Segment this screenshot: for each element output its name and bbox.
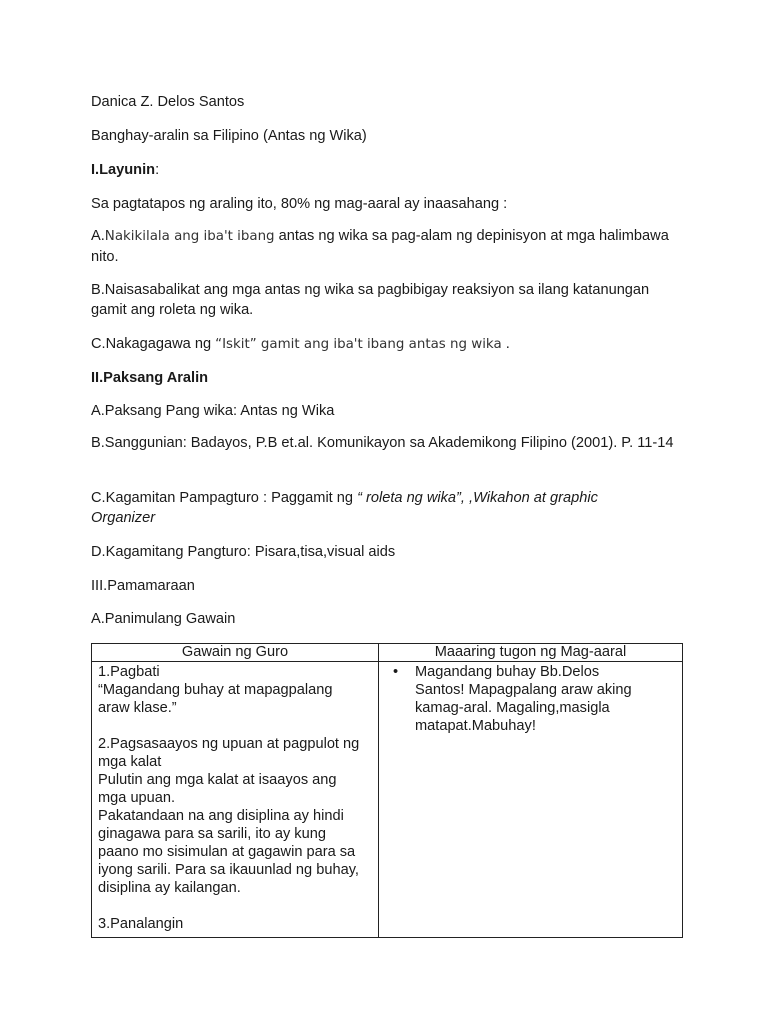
- item2-line-2: mga kalat: [98, 754, 162, 770]
- item2-line-1: 2.Pagsasaayos ng upuan at pagpulot ng: [98, 736, 360, 752]
- author-name: Danica Z. Delos Santos: [91, 94, 245, 110]
- layunin-a-prefix: A.: [91, 228, 105, 244]
- activity-table: [91, 643, 683, 938]
- layunin-b: B.Naisasabalikat ang mga antas ng wika sa pagbibigay reaksiyon sa ilang katanungan gamit ang roleta ng wika.: [91, 282, 650, 318]
- table-row: [92, 662, 683, 938]
- greeting-line-1: “Magandang buhay at mapagpalang: [98, 682, 333, 698]
- paksa-d: D.Kagamitang Pangturo: Pisara,tisa,visual aids: [91, 544, 396, 560]
- panalangin-label: 3.Panalangin: [98, 916, 184, 932]
- col-header-mag-aaral: Maaaring tugon ng Mag-aaral: [379, 644, 683, 662]
- table-header-row: [92, 644, 683, 662]
- layunin-c-alt: “Iskit” gamit ang iba't ibang antas ng wika: [215, 337, 502, 352]
- cell-tugon-mag-aaral: [379, 662, 683, 938]
- layunin-intro: Sa pagtatapos ng araling ito, 80% ng mag-aaral ay inaasahang :: [91, 196, 508, 212]
- paksa-c-italic: “ roleta ng wika”, ,Wikahon at graphic Organizer: [91, 490, 598, 526]
- paragraph-gap: [98, 897, 372, 915]
- item2-line-6: ginagawa para sa sarili, ito ay kung: [98, 826, 326, 842]
- bullet-icon: •: [393, 664, 399, 680]
- item2-line-5: Pakatandaan na ang disiplina ay hindi: [98, 808, 344, 824]
- pamamaraan-heading: III.Pamamaraan: [91, 578, 195, 594]
- paksa-c: [91, 488, 631, 528]
- list-item: [393, 663, 676, 735]
- greeting-line-2: araw klase.”: [98, 700, 177, 716]
- layunin-c-prefix: C.Nakagagawa ng: [91, 336, 216, 352]
- response-line-4: matapat.Mabuhay!: [415, 718, 536, 734]
- response-line-1: Magandang buhay Bb.Delos: [415, 664, 600, 680]
- paksa-c-prefix: C.Kagamitan Pampagturo : Paggamit ng: [91, 490, 358, 506]
- item2-line-3: Pulutin ang mga kalat at isaayos ang: [98, 772, 337, 788]
- paksa-heading: II.Paksang Aralin: [91, 370, 209, 386]
- response-list: [385, 663, 676, 735]
- paragraph-gap: [98, 717, 372, 735]
- layunin-a-alt: Nakikilala ang iba't ibang: [104, 229, 275, 244]
- panimulang-gawain: A.Panimulang Gawain: [91, 611, 236, 627]
- paksa-b: B.Sanggunian: Badayos, P.B et.al. Komunikayon sa Akademikong Filipino (2001). P. 11-14: [91, 435, 674, 451]
- layunin-c: [91, 334, 510, 355]
- layunin-a: [91, 226, 681, 267]
- document-title: Banghay-aralin sa Filipino (Antas ng Wika): [91, 128, 367, 144]
- pagbati-label: 1.Pagbati: [98, 664, 160, 680]
- layunin-heading-text: I.Layunin: [91, 162, 156, 178]
- response-line-2: Santos! Mapagpalang araw aking: [415, 682, 632, 698]
- cell-gawain-guro: [92, 662, 379, 938]
- layunin-c-end: .: [501, 336, 510, 352]
- item2-line-4: mga upuan.: [98, 790, 176, 806]
- layunin-heading: [91, 160, 159, 180]
- layunin-a-rest: antas ng wika sa pag-alam ng depinisyon at mga halimbawa nito.: [91, 228, 669, 265]
- item2-line-8: iyong sarili. Para sa ikauunlad ng buhay,: [98, 862, 359, 878]
- layunin-heading-colon: :: [155, 162, 160, 178]
- paksa-a: A.Paksang Pang wika: Antas ng Wika: [91, 403, 335, 419]
- response-line-3: kamag-aral. Magaling,masigla: [415, 700, 610, 716]
- col-header-guro: Gawain ng Guro: [92, 644, 379, 662]
- item2-line-7: paano mo sisimulan at gagawin para sa: [98, 844, 356, 860]
- item2-line-9: disiplina ay kailangan.: [98, 880, 241, 896]
